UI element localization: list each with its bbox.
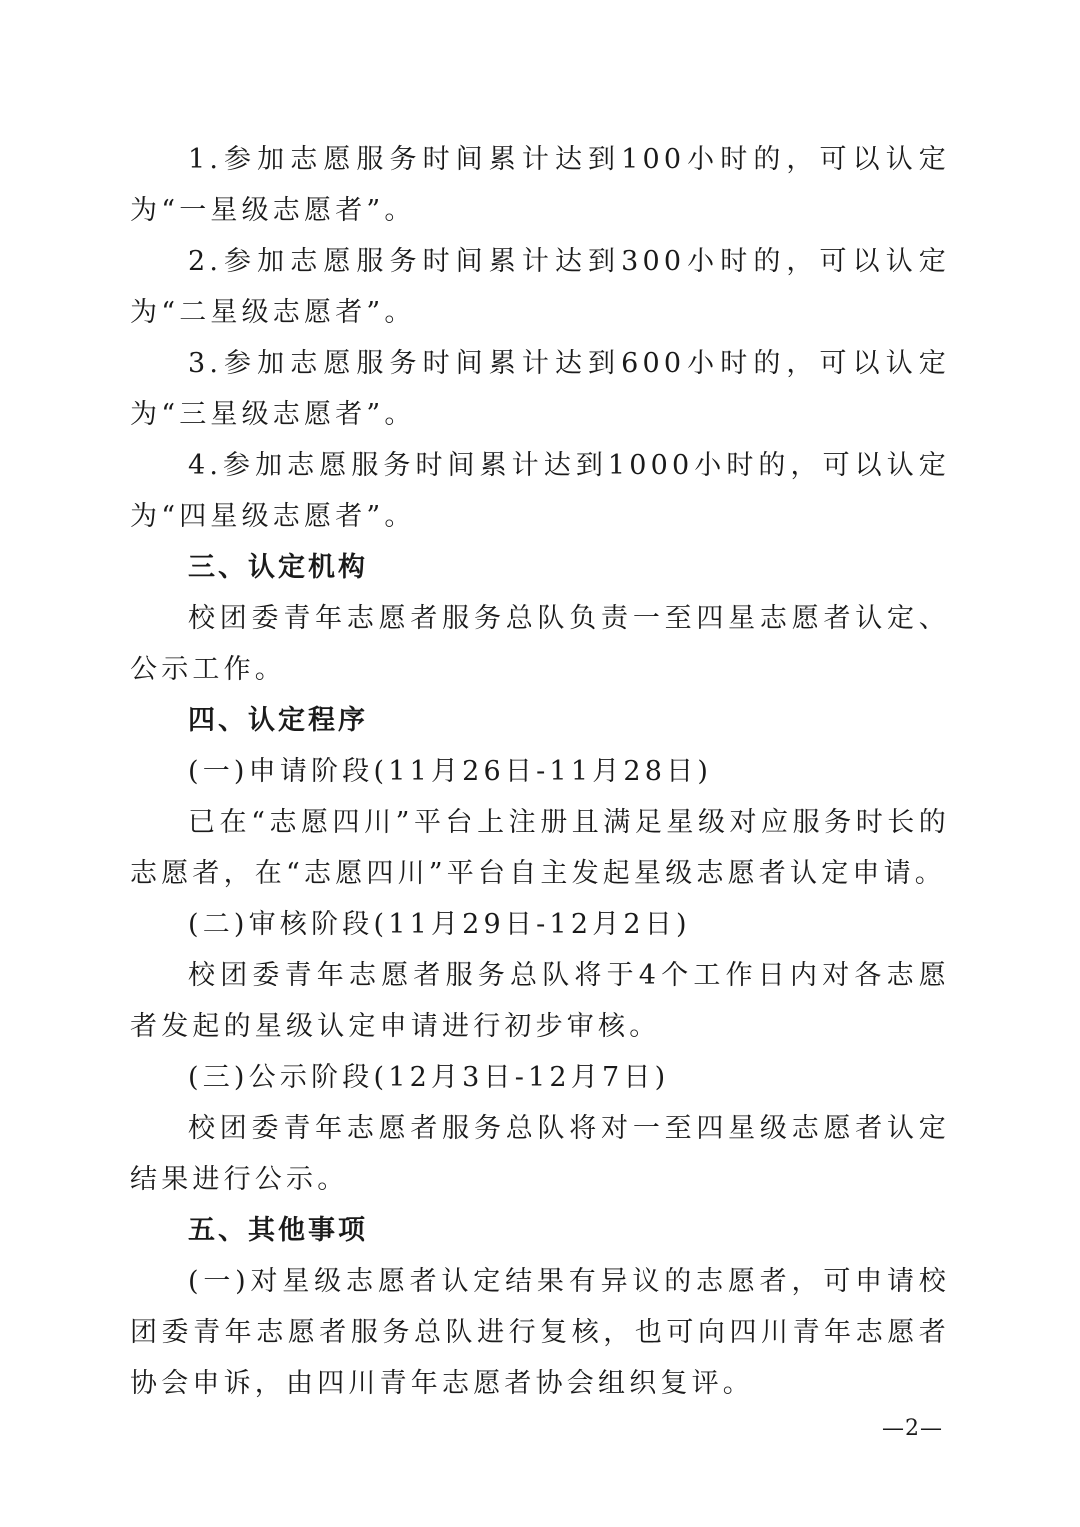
section-heading-certifying-body: 三、认定机构 bbox=[188, 552, 368, 583]
section-heading-other-matters: 五、其他事项 bbox=[188, 1215, 368, 1246]
subheading-publicity-stage: (三)公示阶段(12月3日-12月7日) bbox=[188, 1062, 670, 1093]
section-heading-procedure: 四、认定程序 bbox=[188, 705, 368, 736]
list-item-one-star: 1.参加志愿服务时间累计达到100小时的，可以认定为“一星级志愿者”。 bbox=[130, 144, 950, 226]
list-item-four-star: 4.参加志愿服务时间累计达到1000小时的，可以认定为“四星级志愿者”。 bbox=[130, 450, 950, 532]
subheading-review-stage: (二)审核阶段(11月29日-12月2日) bbox=[188, 909, 691, 940]
paragraph-certifying-body: 校团委青年志愿者服务总队负责一至四星志愿者认定、公示工作。 bbox=[130, 603, 950, 685]
paragraph-application-stage: 已在“志愿四川”平台上注册且满足星级对应服务时长的志愿者，在“志愿四川”平台自主发起星级志愿者认定申请。 bbox=[130, 807, 950, 889]
list-item-two-star: 2.参加志愿服务时间累计达到300小时的，可以认定为“二星级志愿者”。 bbox=[130, 246, 950, 328]
page-number: —2— bbox=[882, 1416, 943, 1441]
paragraph-review-stage: 校团委青年志愿者服务总队将于4个工作日内对各志愿者发起的星级认定申请进行初步审核。 bbox=[130, 960, 950, 1042]
paragraph-publicity-stage: 校团委青年志愿者服务总队将对一至四星级志愿者认定结果进行公示。 bbox=[130, 1113, 950, 1195]
document-body bbox=[130, 134, 950, 1409]
list-item-three-star: 3.参加志愿服务时间累计达到600小时的，可以认定为“三星级志愿者”。 bbox=[130, 348, 950, 430]
paragraph-other-matters: (一)对星级志愿者认定结果有异议的志愿者，可申请校团委青年志愿者服务总队进行复核，也可向四川青年志愿者协会申诉，由四川青年志愿者协会组织复评。 bbox=[130, 1266, 950, 1399]
subheading-application-stage: (一)申请阶段(11月26日-11月28日) bbox=[188, 756, 713, 787]
